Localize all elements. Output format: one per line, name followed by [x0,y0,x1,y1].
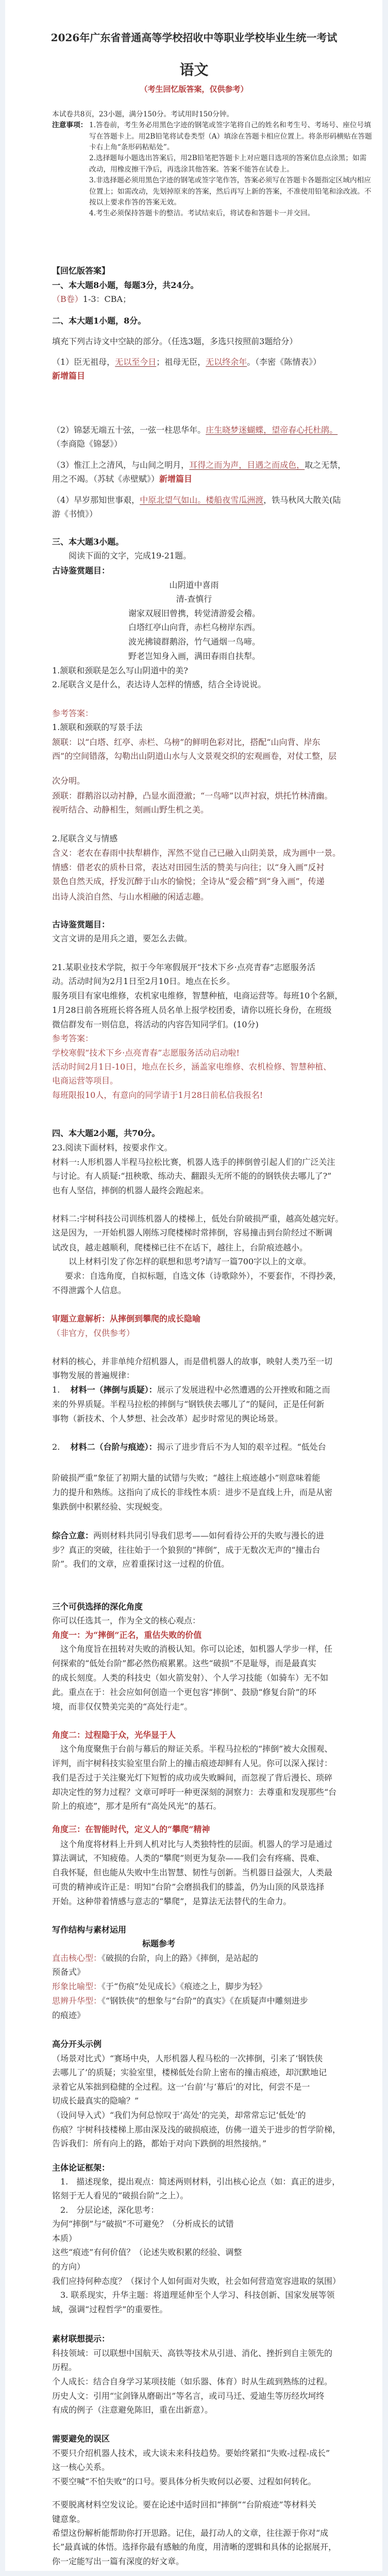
essay-task: 以上材料引发了你怎样的联想和思考?请写一篇700字以上的文章。 [69,1257,312,1267]
answer-line: 每班限报10人，有意向的同学请于1月28日前私信我报名! [52,1090,263,1100]
materials-line: 有成的例子（注意避免陈旧，重在出新意）。 [52,2405,213,2415]
answer: 耳得之而为声，目遇之而成色， [189,460,305,470]
framework-line: 本质） [52,2233,77,2244]
new-tag: 新增篇目 [159,473,193,484]
pitfalls-line: 不要脱离材料空发议论。要在论述中适时回扣“摔倒”“台阶痕迹”等材料关 [52,2499,316,2510]
angle-line: 却决定性的努力过程？文章可呼吁一种更深刻的洞察力：去尊重和发现那些“台 [52,1787,337,1797]
answer-line: 电商运营等项目。 [52,1076,119,1086]
angle-line: 境，而非仅仅赞美完美的“高处行走”。 [52,1701,193,1711]
opening-line: 切成长最真实的隐喻？” [52,2096,139,2106]
openings-heading: 高分开头示例 [52,2039,102,2049]
materials-line: 个人成长：结合自身学习某项技能（如乐器、体育）时从生疏到熟练的过程。 [52,2377,333,2387]
angle-line: 开始。这种带着情感与意志的“攀爬”，是算法无法替代的生命力。 [52,1896,292,1907]
analysis-line: 集跌倒中积累经验、实现蜕变。 [52,1502,168,1512]
angle-line: 此。重点在于：社会应如何创造一个更包容“摔倒”、鼓励“修复台阶”的环 [52,1687,316,1698]
type-examples: 《“钢铁侠”的想象与“台阶”的真实》《在质疑声中雕刻进步 [102,1996,308,2006]
answer-subheading: 1.颔联和颈联的写景手法 [52,722,143,732]
note-line: 1.答卷前，考生务必用黑色字迹的钢笔或签字笔将自己的姓名和考生号、考场号、座位号填 [89,121,371,129]
opening-line: 录着它从笨拙到稳健的全过程。这一‘台前’与‘幕后’的对比，何尝不是一 [52,2081,310,2092]
exam-intro: 本试卷共8页，23小题，满分150分。考试用时150分钟。 [52,110,234,118]
section-2-instruction: 填充下列古诗文中空缺的部分。（任选3题，多选只按照前3题给分） [52,336,298,346]
framework-line: 为何“摔倒”与“破损”不可避免？（分析成长的试错 [52,2218,234,2229]
angle-line: 这个角度旨在扭转对失败的消极认知。你可以论述，如机器人学步一样，任 [60,1644,333,1654]
angle-line: 我们是否过于关注聚光灯下短暂的成功或失败瞬间，而忽视了背后漫长、琐碎 [52,1772,333,1783]
angle-line: 算法调试，不知疲倦。人类的“攀爬”则更为复杂——我们会有疼痛、畏难、 [52,1853,325,1863]
pitfalls-line: 键意象。 [52,2514,86,2524]
poem-title: 山阴道中喜雨 [169,580,219,590]
opening-line: 去哪儿了’的质疑；实验室里，楼梯低处台阶上密布的撞击痕迹，却沉默地记 [52,2067,327,2077]
analysis-line: 阶破损严重”象征了初期大量的试错与失败；“越往上痕迹越小”则意味着能 [52,1473,320,1483]
poem-label: 古诗鉴赏题目： [52,565,110,575]
framework-line: 3. 联系现实，升华主题：将道理延伸至个人学习、科技创新、国家发展等领 [60,2290,335,2300]
q-text: 用之不竭。（苏轼《赤壁赋》） [52,473,160,484]
disclaimer: （考生回忆版答案，仅供参考） [140,84,248,94]
material-line: 这是因为，一开始机器人刚练习爬楼梯时常摔倒，容易撞击到台阶经过不断调 [52,1227,333,1238]
answer-line: 颈联：群鹅浴以动衬静，凸显水面澄澈；“一鸟啼”以声衬寂，烘托竹林清幽。 [52,791,333,801]
angle-line: 可贵的精神或许正是：明知“台阶”会磨损我们的膝盖，仍为山顶的风景选择 [52,1882,325,1892]
type-label: 直击核心型： [52,1953,102,1963]
material-line: 材料一:人形机器人半程马拉松比赛，机器人选手的摔倒曾引起人们的广泛关注 [52,1157,335,1167]
angle-line: 自我怀疑，但也能从失败中生出智慧、韧性与创新。当机器日益强大，人类最 [52,1867,333,1877]
angle-line: 阶上的痕迹”，那才是所有“高处风光”的基石。 [52,1801,222,1811]
point-number: 1. [52,1385,60,1395]
material-line: 试改良，越走越顺利，爬楼梯已往不在话下，越往上，台阶痕迹越小。 [52,1243,308,1252]
poem-question: 2.尾联含义是什么，表达诗人怎样的情感，结合全诗说说。 [52,680,266,690]
answer-line: 含义：老农在春雨中扶犁耕作，浑然不觉自己已融入山阴美景，成为画中一景。 [52,848,341,858]
note-line: 按以上要求作答的答案无效。 [89,198,181,207]
analysis-title: 审题立意解析：从摔倒到攀爬的成长隐喻 [52,1313,201,1324]
q-text: ，铁马秋风大散关(陆 [263,495,341,505]
q-text: （4）早岁那知世事艰， [52,495,140,505]
analysis-line: 阶”。我们的文章，应着重探讨这一过程的价值。 [52,1558,230,1569]
q21-line: 21.某职业技术学院，拟于今年寒假展开“技术下乡·点亮青春”志愿服务活 [52,962,315,972]
fill-question-2 [52,425,338,436]
note-line: 卡右上角“条形码粘贴处”。 [89,143,174,151]
q21-line: 微信群发布一则信息，将活动的内容告知同学们。(10分) [52,1019,259,1029]
type-label: 思辨升华型： [52,1996,102,2006]
pitfalls-line: 不要只介绍机器人技术，或大谈未来科技趋势。要始终紧扣“失败-过程-成长” [52,2448,330,2458]
framework-line: 这些“痕迹”有何价值？（论述失败积累的经验、调整 [52,2247,242,2258]
synthesis-text: 两则材料共同引导我们思考——如何看待公开的失败与漫长的进 [93,1530,325,1540]
answer-line: 学校寒假“技术下乡·点亮青春”志愿服务活动启动啦! [52,1048,240,1058]
answer-line: 颔联：以“白塔、红亭、赤栏、乌榜”的鲜明色彩对比，搭配“山向背、岸东 [52,737,320,747]
subject-title: 语文 [179,61,209,78]
fill-question-1 [52,357,321,368]
q21-line: 动。活动时间为2月1日至2月10日。地点在长乡。 [52,976,235,986]
material-line: 也有人坚信，摔倒的机器人最终会跑起来。 [52,1185,209,1196]
poem-author: 清-查慎行 [176,594,212,604]
note-line: 3.非选择题必须用黑色字迹的钢笔或签字笔作答，答案必须写在答题卡各题指定区域内相应 [89,176,371,184]
framework-heading: 主体论证框架： [52,2162,110,2173]
answer-line: 出诗人淡泊自然、与山水相融的闲适志趣。 [52,891,209,902]
angles-intro: 你可以任选其一，作为全文的核心观点： [52,1616,201,1626]
pitfalls-line: 这一核心关系。 [52,2462,110,2472]
reference-label: 参考答案： [52,1033,94,1044]
analysis-note: （非官方，仅供参考） [52,1328,135,1338]
section-4-heading: 四、本大题2小题，共70分。 [52,1128,160,1138]
analysis-line: 来的外界质疑。半程马拉松的摔倒与“钢铁侠去哪儿了”的疑问，正是任何新 [52,1399,325,1410]
point-text: 揭示了进步背后不为人知的艰辛过程。“低处台 [157,1442,326,1452]
new-tag: 新增篇目 [52,371,86,381]
poem-line: 野老岂知身入画，满田春雨自扶犁。 [128,651,261,662]
paper-label: （B卷） [52,294,83,304]
choice-answers: 1-3：CBA； [82,294,131,304]
pitfalls-heading: 需要避免的误区 [52,2433,110,2444]
opening-line: （设问导入式）“我们为何总惊叹于‘高处’的完美，却常常忘记‘低处’的 [52,2110,306,2121]
fill-question-3 [52,460,346,471]
answer: 庄生晓梦迷蝴蝶，望帝春心托杜鹃。 [206,425,338,435]
framework-line: 2. 分层论述，深化思考： [60,2205,159,2215]
materials-line: 历程。 [52,2362,77,2372]
exam-title: 2026年广东省普通高等学校招收中等职业学校毕业生统一考试 [50,31,338,44]
analysis-line: 事物（新技术、个人梦想、社会改革）起步时常见的舆论场景。 [52,1414,283,1424]
poem-line: 谢家双屐旧曾携，转觉清游爱会稽。 [128,608,261,618]
materials-line: 科技领域：可以联想中国航天、高铁等技术从引进、消化、挫折到自主领先的 [52,2348,333,2358]
synthesis-label: 综合立意： [52,1530,94,1540]
title-type-2 [52,1981,266,1992]
q-text: 。（李密《陈情表》） [247,357,322,367]
opening-line: 伤痕？宇树科技楼梯上那由深及浅的破损痕迹，仿佛一道关于进步的哲学阶梯， [52,2125,341,2135]
answer: 无以至今日 [115,357,157,367]
analysis-line: 材料的核心，并非单纯介绍机器人，而是借机器人的故事，映射人类乃至一切 [52,1356,333,1366]
opening-line: 告诉我们：所有向上的路，都始于对向下跌倒的坦然接纳。” [52,2139,267,2149]
structure-heading: 写作结构与素材运用 [52,1924,127,1935]
point-number: 2. [52,1442,60,1452]
q-text: 取之无禁， [305,460,346,470]
framework-line: 的方向） [52,2262,86,2272]
material-line: 材料二:宇树科技公司训练机器人的楼梯上，低处台阶破损严重，越高处越完好。 [52,1213,344,1224]
material-line: 与讨论。有人质疑:“扭秧歌、练动夫、翻跟头无所不能的的钢铁侠去哪儿了?” [52,1171,332,1181]
framework-line: 我们应持何种态度？（探讨个人如何面对失败，社会如何营造宽容进取的氛围） [52,2276,341,2286]
q20-label: 古诗鉴赏题目： [52,920,110,930]
framework-line: 1. 描述现象，提出观点：简述两则材料，引出核心论点（如：真正的进步， [60,2176,341,2187]
title-type-3 [52,1995,308,2007]
section-3-heading: 三、本大题3小题。 [52,537,124,547]
point-label: 材料一（摔倒与质疑）： [70,1385,157,1395]
analysis-point-1 [52,1384,330,1396]
source: 游《书愤》） [52,509,98,519]
poem-question: 1.颔联和颈联是怎么写山阴道中的美? [52,666,188,676]
answer-subheading: 2.尾联含义与情感 [52,833,118,843]
section-1-answer [52,294,131,305]
pitfalls-line: 不要空喊“不怕失败”的口号。要具体分析失败何以必要、过程如何转化。 [52,2476,316,2486]
type-label: 形象比喻型： [52,1981,102,1992]
point-text: 展示了发展进程中必然遭遇的公开挫败和随之而 [157,1385,330,1395]
angle-line: 这个角度将材料上升到人机对比与人类独特性的层面。机器人的学习是通过 [60,1839,333,1849]
angle-2-title: 角度二：过程隐于众，光华显于人 [52,1730,176,1740]
framework-line: 域，强调“过程哲学”的重要性。 [52,2304,168,2315]
materials-line: 历史人文：引用“宝剑锋从磨砺出”等名言，或司马迁、爱迪生等历经坎坷终 [52,2391,325,2401]
note-line: 改动，用橡皮擦干净后，再选涂其他答案。答案不能答在试卷上。 [89,165,294,174]
notes-label: 注意事项： [52,121,88,129]
note-line: 位置上；如需改动，先划掉原来的答案，然后再写上新的答案，不准使用铅笔和涂改液。不 [89,188,372,196]
note-line: 4.考生必须保持答题卡的整洁。考试结束后，将试卷和答题卡一并交回。 [89,209,315,217]
title-type-cont: 的痕迹》 [52,2010,86,2020]
essay-prompt: 23.阅读下面材料，按要求作文。 [52,1142,173,1153]
answer-line: 景色自然天成，抒发沉醉于山水的愉悦；全诗从“爱会稽”到“身入画”，传递 [52,876,325,887]
materials-heading: 素材联想提示： [52,2334,110,2344]
analysis-line: 力的提升和熟练。这指向了成长的非线性本质：进步不是直线上升，而是从密 [52,1487,333,1498]
angles-heading: 三个可供选择的深化角度 [52,1601,143,1612]
section-2-heading: 二、本大题1小题，8分。 [52,316,146,326]
angle-line: 这个角度聚焦于台前与幕后的辩证关系。半程马拉松的“摔倒”被大众围观、 [60,1743,333,1754]
closing-line: 你一定能写出一篇有深度的好文章。 [52,2556,184,2567]
analysis-point-2 [52,1442,326,1453]
angle-line: 评判，而宇树科技实验室里台阶上的撞击痕迹却鲜有人见。你可以深入探讨： [52,1758,333,1768]
q21-line: 服务项目有家电维修，农机家电维修，智慧种植，电商运营等。每班10个名额， [52,990,343,1001]
reading-prompt: 阅读下面的文字，完成19-21题。 [69,551,192,561]
section-1-heading: 一、本大题8小题，每题3分，共24分。 [52,280,199,290]
framework-line: 铭刻于无人看见的“破损台阶”之上）。 [52,2190,189,2200]
analysis-line: 事物发展的普遍规律： [52,1370,135,1381]
answer-line: 活动时间2月1日-10日，地点在长乡，涵盖家电维修、农机检修、智慧种植、 [52,1062,332,1072]
q-text: ；祖母无臣， [156,357,206,367]
opening-line: （场景对比式）“赛场中央，人形机器人程马松的一次摔倒，引来了‘钢铁侠 [52,2053,323,2063]
q21-line: 1月28日前各班班长将各班人员名单上报学校团委，请你以班长身份，在班级 [52,1005,332,1015]
essay-requirement: 要求：自选角度，自拟标题，自选文体（诗歌除外），不要套作，不得抄袭， [65,1270,342,1281]
closing-line: 希望这份解析能帮助你打开思路。记住，最打动人的文章，往往源于你对“成 [52,2528,329,2538]
essay-requirement: 不得泄露个人信息。 [52,1285,127,1295]
q-text: （3）惟江上之清风，与山间之明月， [52,460,190,470]
angle-1-title: 角度一：为“摔倒”正名，重估失败的价值 [52,1630,202,1640]
answer: 中原北望气如山。楼船夜雪瓜洲渡 [140,495,264,505]
note-line: 2.选择题每小题选出答案后，用2B铅笔把答题卡上对应题目选项的答案信息点涂黑；如需 [89,154,367,162]
reference-label: 参考答案： [52,708,94,718]
synthesis [52,1530,324,1541]
source [52,473,192,485]
answer-line: 视听结合、动静相生，刻画山野生机之美。 [52,805,209,815]
angle-line: 的成长刻度。人类的科技史（如火箭发射）、个人学习技能（如骑车）无不如 [52,1673,329,1683]
titles-label: 标题参考 [142,1939,176,1949]
title-type-cont: 预备式》 [52,1967,86,1977]
answers-heading: 【回忆版答案】 [52,265,110,276]
q20-text: 文言文讲的是用兵之道，要怎么去做。 [52,934,193,944]
type-examples: 《破损的台阶，向上的路》《摔倒，是站起的 [102,1953,259,1963]
q-text: （2）锦瑟无端五十弦，一弦一柱思华年。 [52,425,206,435]
angle-3-title: 角度三：在智能时代，定义人的“攀爬”精神 [52,1824,210,1835]
poem-line: 波光拂镜群鹅浴，竹气通烟一鸟啼。 [128,637,261,647]
type-examples: 《于“伤痕”处见成长》《痕迹之上，脚步为轻》 [102,1981,267,1992]
note-line: 写在答题卡上。用2B铅笔将试卷类型（A）填涂在答题卡相应位置上。将条形码横贴在答题 [89,132,372,141]
answer: 无以终余年 [206,357,247,367]
answer-line: 西”的空间错落，勾勒出山阴道山水与人文景观交织的宏观画卷，对仗工整，层 [52,751,337,761]
fill-question-4 [52,495,341,506]
source: （李商隐《锦瑟》） [52,439,123,449]
title-type-1 [52,1953,258,1964]
closing-line: 长”最真诚的体悟。选择你最有感触的角度，用清晰的逻辑和具体的论据展开， [52,2542,337,2552]
analysis-line: 步？真正的突破，往往始于一个狼狈的“摔倒”，成于无数次无声的“撞击台 [52,1545,320,1555]
poem-line: 白塔红亭山向背，赤栏乌榜岸东西。 [128,622,261,633]
answer-line: 情感：借老农的质朴日常，表达对田园生活的赞美与向往；以“身入画”反衬 [52,862,325,872]
point-label: 材料二（台阶与痕迹）： [70,1442,157,1452]
angle-line: 何探索的“低处台阶”都必然伤痕累累。这些“破损”不是耻辱，而是最真实 [52,1658,316,1669]
q-text: （1）臣无祖母， [52,357,115,367]
answer-line: 次分明。 [52,776,86,786]
